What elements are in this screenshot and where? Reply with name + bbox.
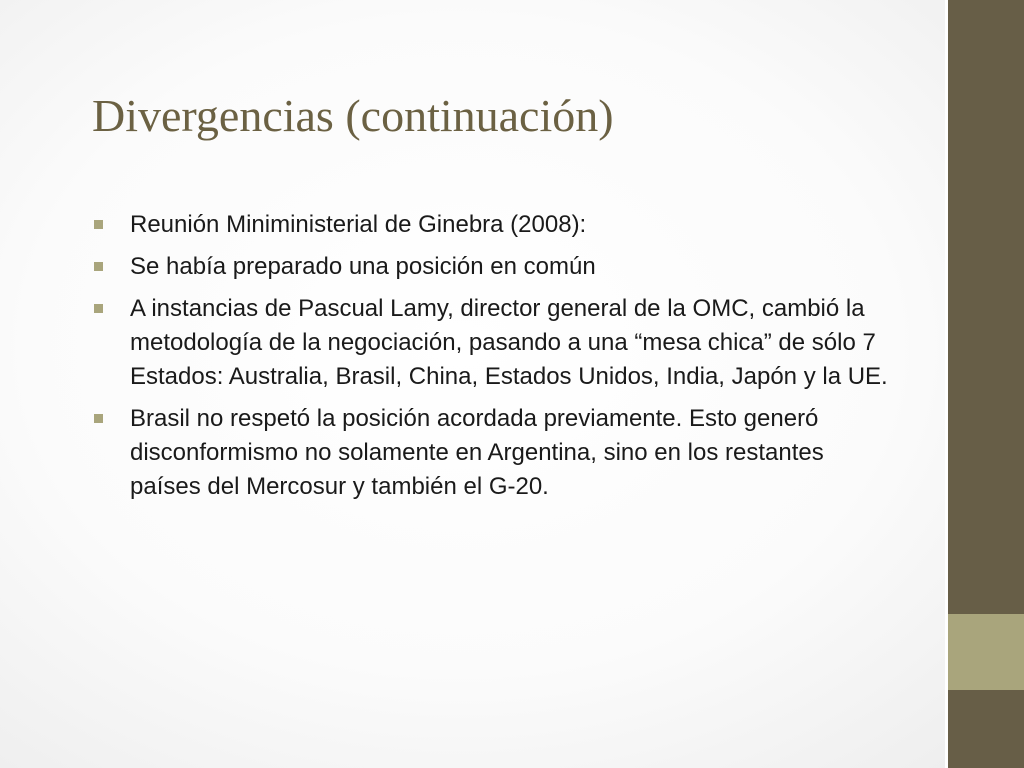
bullet-item [92, 250, 892, 284]
square-bullet-icon [94, 304, 103, 313]
slide-title: Divergencias (continuación) [92, 90, 614, 141]
bullet-text: Reunión Miniministerial de Ginebra (2008): [130, 211, 587, 238]
bullet-item [92, 292, 892, 394]
bullet-text: Brasil no respetó la posición acordada previamente. Esto generó disconformismo no solamente en Argentina, sino en los restantes países del Mercosur y también el G-20. [130, 405, 824, 500]
square-bullet-icon [94, 262, 103, 271]
bullet-text: Se había preparado una posición en común [130, 253, 596, 280]
bullet-text: A instancias de Pascual Lamy, director general de la OMC, cambió la metodología de la negociación, pasando a una “mesa chica” de sólo 7 Estados: Australia, Brasil, China, Estados Unidos, India, Japón y la UE. [130, 295, 888, 390]
square-bullet-icon [94, 414, 103, 423]
bullet-item [92, 208, 892, 242]
bullet-list [92, 208, 892, 512]
square-bullet-icon [94, 220, 103, 229]
sidebar-accent-block [948, 614, 1024, 690]
bullet-item [92, 402, 892, 504]
